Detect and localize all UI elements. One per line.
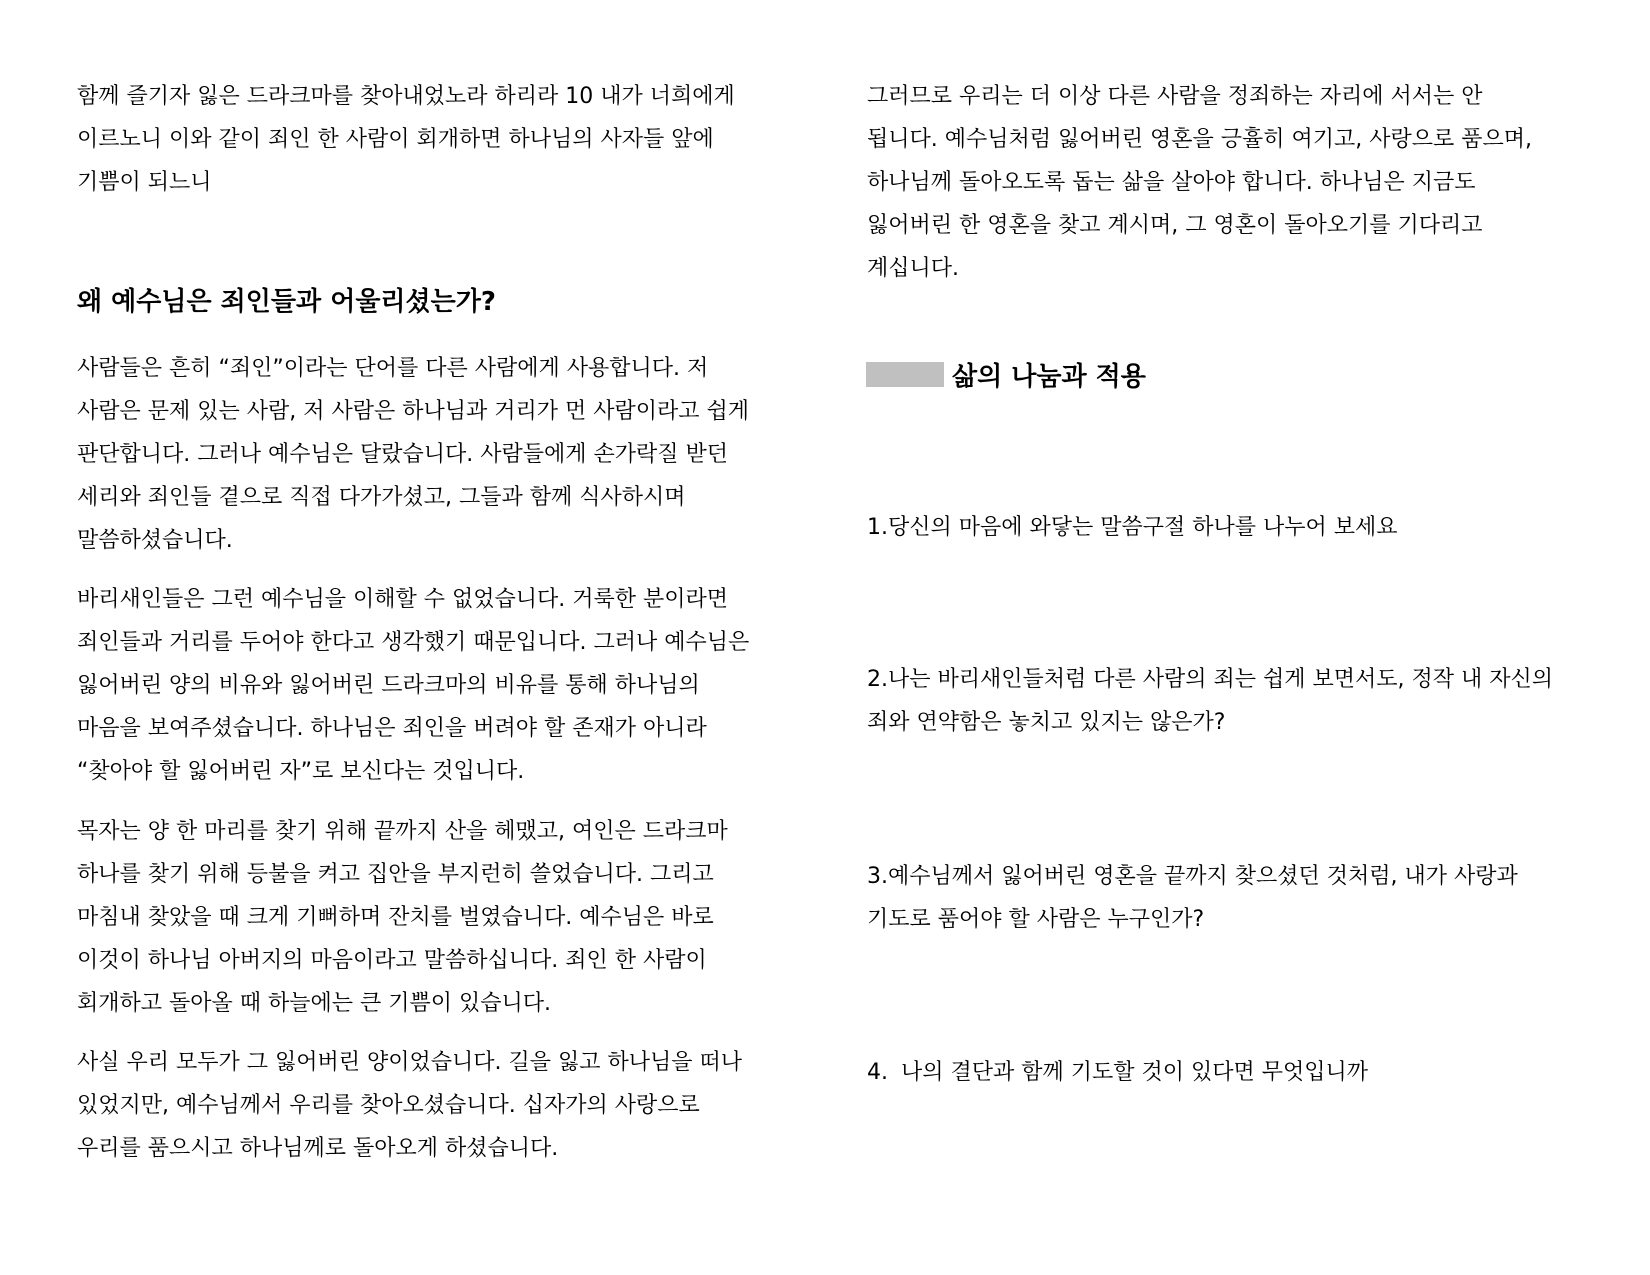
left-paragraph-3 — [77, 578, 749, 793]
text-line: “찾아야 할 잃어버린 자”로 보신다는 것입니다. — [77, 759, 525, 784]
question-text: 죄와 연약함은 놓치고 있지는 않은가? — [867, 710, 1226, 735]
right-paragraph-1 — [867, 75, 1532, 290]
question-text: 기도로 품어야 할 사람은 누구인가? — [867, 907, 1205, 932]
question-text: 2.나는 바리새인들처럼 다른 사람의 죄는 쉽게 보면서도, 정작 내 자신의 — [867, 667, 1553, 692]
text-line: 바리새인들은 그런 예수님을 이해할 수 없었습니다. 거룩한 분이라면 — [77, 587, 729, 612]
section-title: 삶의 나눔과 적용 — [952, 361, 1146, 392]
question-text: 나의 결단과 함께 기도할 것이 있다면 무엇입니까 — [901, 1060, 1369, 1085]
text-line: 됩니다. 예수님처럼 잃어버린 영혼을 긍휼히 여기고, 사랑으로 품으며, — [867, 127, 1532, 152]
text-line: 사람들은 흔히 “죄인”이라는 단어를 다른 사람에게 사용합니다. 저 — [77, 356, 709, 381]
text-line: 하나를 찾기 위해 등불을 켜고 집안을 부지런히 쓸었습니다. 그리고 — [77, 862, 714, 887]
text-line: 이르노니 이와 같이 죄인 한 사람이 회개하면 하나님의 사자들 앞에 — [77, 127, 714, 152]
text-line: 잃어버린 한 영혼을 찾고 계시며, 그 영혼이 돌아오기를 기다리고 — [867, 213, 1483, 238]
text-line: 목자는 양 한 마리를 찾기 위해 끝까지 산을 헤맸고, 여인은 드라크마 — [77, 819, 728, 844]
section-marker-bar — [866, 362, 944, 387]
left-paragraph-1 — [77, 75, 735, 204]
question-line — [867, 1051, 1368, 1094]
text-line: 판단합니다. 그러나 예수님은 달랐습니다. 사람들에게 손가락질 받던 — [77, 442, 729, 467]
application-section-header — [866, 357, 1146, 391]
left-paragraph-4 — [77, 810, 728, 1025]
left-paragraph-2 — [77, 347, 749, 562]
question-text: 3.예수님께서 잃어버린 영혼을 끝까지 찾으셨던 것처럼, 내가 사랑과 — [867, 864, 1518, 889]
text-line: 죄인들과 거리를 두어야 한다고 생각했기 때문입니다. 그러나 예수님은 — [77, 630, 750, 655]
section-heading: 왜 예수님은 죄인들과 어울리셨는가? — [77, 287, 496, 317]
text-line: 말씀하셨습니다. — [77, 528, 233, 553]
text-line: 마음을 보여주셨습니다. 하나님은 죄인을 버려야 할 존재가 아니라 — [77, 716, 707, 741]
text-line: 세리와 죄인들 곁으로 직접 다가가셨고, 그들과 함께 식사하시며 — [77, 485, 686, 510]
text-line: 함께 즐기자 잃은 드라크마를 찾아내었노라 하리라 10 내가 너희에게 — [77, 84, 735, 109]
text-line: 회개하고 돌아올 때 하늘에는 큰 기쁨이 있습니다. — [77, 991, 551, 1016]
text-line: 기쁨이 되느니 — [77, 170, 212, 195]
text-line: 우리를 품으시고 하나님께로 돌아오게 하셨습니다. — [77, 1136, 559, 1161]
text-line: 사실 우리 모두가 그 잃어버린 양이었습니다. 길을 잃고 하나님을 떠나 — [77, 1050, 742, 1075]
left-paragraph-5 — [77, 1041, 742, 1170]
text-line: 이것이 하나님 아버지의 마음이라고 말씀하십니다. 죄인 한 사람이 — [77, 948, 707, 973]
question-2 — [867, 658, 1553, 744]
text-line: 마침내 찾았을 때 크게 기뻐하며 잔치를 벌였습니다. 예수님은 바로 — [77, 905, 714, 930]
question-text: 1.당신의 마음에 와닿는 말씀구절 하나를 나누어 보세요 — [867, 515, 1398, 540]
text-line: 잃어버린 양의 비유와 잃어버린 드라크마의 비유를 통해 하나님의 — [77, 673, 700, 698]
question-3 — [867, 855, 1518, 941]
text-line: 계십니다. — [867, 256, 960, 281]
text-line: 사람은 문제 있는 사람, 저 사람은 하나님과 거리가 먼 사람이라고 쉽게 — [77, 399, 749, 424]
question-number: 4. — [867, 1060, 888, 1085]
question-1 — [867, 506, 1398, 549]
text-line: 있었지만, 예수님께서 우리를 찾아오셨습니다. 십자가의 사랑으로 — [77, 1093, 700, 1118]
question-4 — [867, 1051, 1368, 1094]
text-line: 하나님께 돌아오도록 돕는 삶을 살아야 합니다. 하나님은 지금도 — [867, 170, 1476, 195]
text-line: 그러므로 우리는 더 이상 다른 사람을 정죄하는 자리에 서서는 안 — [867, 84, 1483, 109]
